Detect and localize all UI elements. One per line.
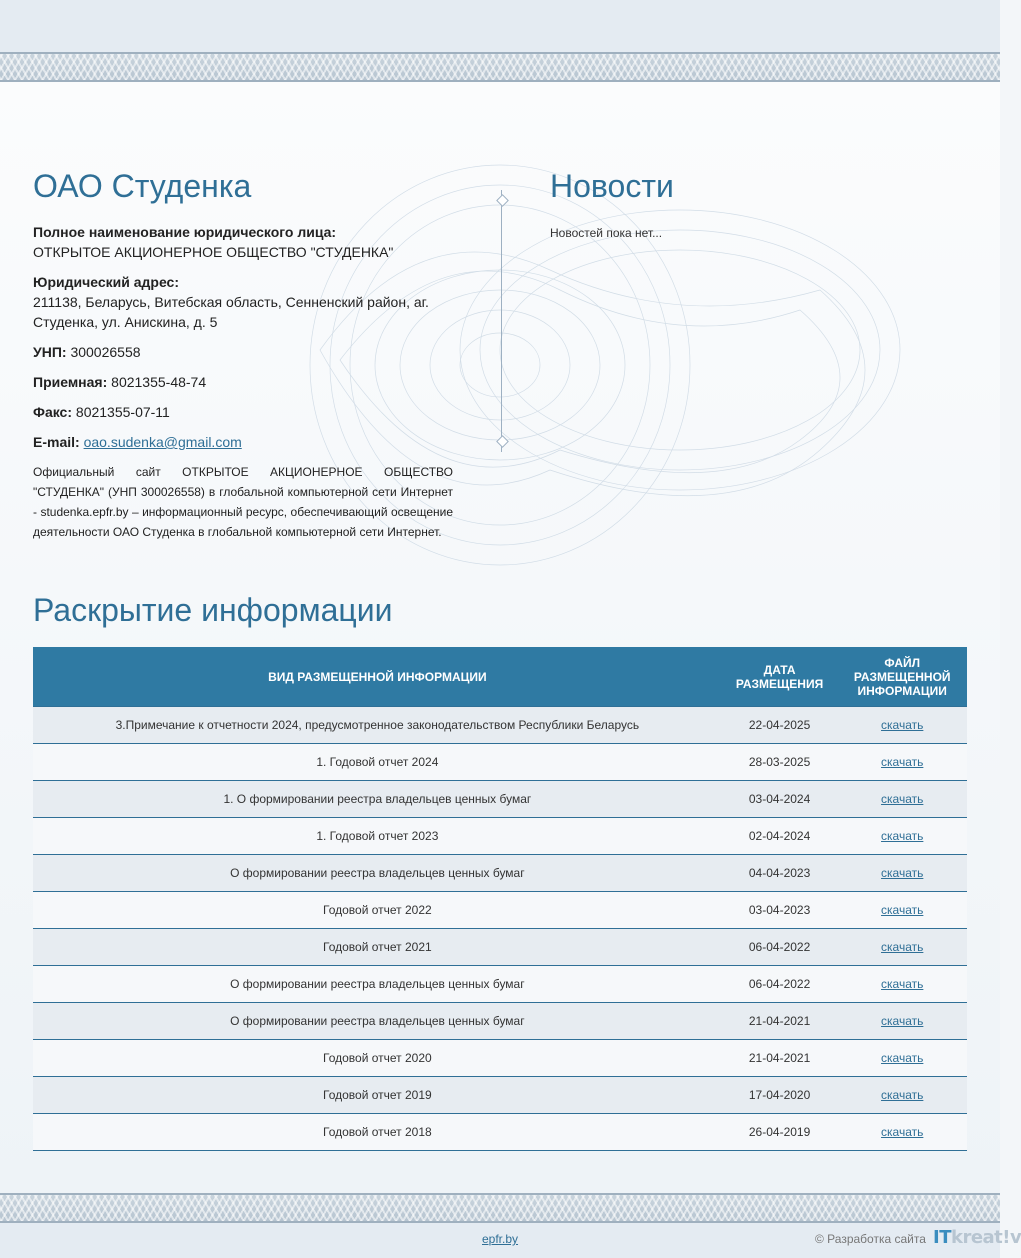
row-type: Годовой отчет 2019	[33, 1077, 722, 1114]
row-type: Годовой отчет 2020	[33, 1040, 722, 1077]
reception-value: 8021355-48-74	[111, 374, 207, 390]
download-link[interactable]: скачать	[881, 1014, 924, 1028]
unp-value: 300026558	[70, 344, 141, 360]
table-row	[33, 707, 967, 744]
row-file	[837, 892, 967, 929]
table-row	[33, 1077, 967, 1114]
footer-epfr-link[interactable]: epfr.by	[482, 1232, 519, 1246]
column-divider	[501, 190, 502, 452]
row-file	[837, 707, 967, 744]
row-type: 1. Годовой отчет 2023	[33, 818, 722, 855]
download-link[interactable]: скачать	[881, 718, 924, 732]
row-type: О формировании реестра владельцев ценных бумаг	[33, 1003, 722, 1040]
row-file	[837, 1114, 967, 1151]
download-link[interactable]: скачать	[881, 940, 924, 954]
row-type: Годовой отчет 2022	[33, 892, 722, 929]
full-name-block	[33, 222, 453, 262]
row-date: 22-04-2025	[722, 707, 838, 744]
download-link[interactable]: скачать	[881, 977, 924, 991]
download-link[interactable]: скачать	[881, 1125, 924, 1139]
company-title: ОАО Студенка	[33, 168, 252, 204]
top-ornament-border	[0, 52, 1000, 82]
company-info	[33, 222, 453, 552]
download-link[interactable]: скачать	[881, 792, 924, 806]
download-link[interactable]: скачать	[881, 755, 924, 769]
row-date: 21-04-2021	[722, 1003, 838, 1040]
header-file: ФАЙЛ РАЗМЕЩЕННОЙ ИНФОРМАЦИИ	[837, 647, 967, 707]
row-type: Годовой отчет 2021	[33, 929, 722, 966]
fax-label: Факс:	[33, 404, 73, 420]
row-type: Годовой отчет 2018	[33, 1114, 722, 1151]
unp-block	[33, 342, 453, 362]
row-type: 1. О формировании реестра владельцев ценных бумаг	[33, 781, 722, 818]
row-date: 17-04-2020	[722, 1077, 838, 1114]
row-date: 06-04-2022	[722, 966, 838, 1003]
developer-logo[interactable]	[933, 1227, 1021, 1248]
fax-block	[33, 402, 453, 422]
disclosure-table	[33, 647, 967, 1151]
table-row	[33, 818, 967, 855]
row-file	[837, 1040, 967, 1077]
full-name-label: Полное наименование юридического лица:	[33, 224, 337, 240]
table-row	[33, 855, 967, 892]
row-file	[837, 781, 967, 818]
row-file	[837, 966, 967, 1003]
full-name-value: ОТКРЫТОЕ АКЦИОНЕРНОЕ ОБЩЕСТВО "СТУДЕНКА"	[33, 244, 394, 260]
row-date: 02-04-2024	[722, 818, 838, 855]
email-label: E-mail:	[33, 434, 80, 450]
table-header-row	[33, 647, 967, 707]
news-title: Новости	[550, 168, 674, 204]
address-label: Юридический адрес:	[33, 274, 179, 290]
row-date: 03-04-2023	[722, 892, 838, 929]
row-file	[837, 1003, 967, 1040]
download-link[interactable]: скачать	[881, 829, 924, 843]
fax-value: 8021355-07-11	[75, 404, 170, 420]
reception-label: Приемная:	[33, 374, 108, 390]
download-link[interactable]: скачать	[881, 903, 924, 917]
unp-label: УНП:	[33, 344, 67, 360]
address-value: 211138, Беларусь, Витебская область, Сенненский район, аг. Студенка, ул. Анискина, д. 5	[33, 294, 429, 330]
header-type: ВИД РАЗМЕЩЕННОЙ ИНФОРМАЦИИ	[33, 647, 722, 707]
table-row	[33, 781, 967, 818]
bottom-ornament-border	[0, 1193, 1000, 1223]
row-file	[837, 855, 967, 892]
row-type: О формировании реестра владельцев ценных бумаг	[33, 855, 722, 892]
address-block	[33, 272, 453, 332]
official-site-text: Официальный сайт ОТКРЫТОЕ АКЦИОНЕРНОЕ ОБЩЕСТВО "СТУДЕНКА" (УНП 300026558) в глобальной компьютерной сети Интернет - studenka.epfr.by – информационный ресурс, обеспечивающий освещение деятельности ОАО Студенка в глобальной компьютерной сети Интернет.	[33, 465, 453, 539]
top-bar	[0, 0, 1000, 52]
row-date: 28-03-2025	[722, 744, 838, 781]
email-link[interactable]: oao.sudenka@gmail.com	[83, 434, 242, 450]
logo-rest: kreat!v	[950, 1227, 1021, 1248]
row-type: 1. Годовой отчет 2024	[33, 744, 722, 781]
row-date: 21-04-2021	[722, 1040, 838, 1077]
row-type: О формировании реестра владельцев ценных бумаг	[33, 966, 722, 1003]
logo-it: IT	[933, 1227, 951, 1248]
table-row	[33, 744, 967, 781]
table-row	[33, 1003, 967, 1040]
download-link[interactable]: скачать	[881, 1088, 924, 1102]
row-date: 06-04-2022	[722, 929, 838, 966]
disclosure-title: Раскрытие информации	[33, 592, 393, 628]
table-row	[33, 929, 967, 966]
table-row	[33, 1114, 967, 1151]
table-row	[33, 966, 967, 1003]
row-type: 3.Примечание к отчетности 2024, предусмотренное законодательством Республики Беларусь	[33, 707, 722, 744]
header-date: ДАТА РАЗМЕЩЕНИЯ	[722, 647, 838, 707]
row-file	[837, 744, 967, 781]
reception-block	[33, 372, 453, 392]
email-block	[33, 432, 453, 452]
download-link[interactable]: скачать	[881, 866, 924, 880]
table-row	[33, 1040, 967, 1077]
row-file	[837, 1077, 967, 1114]
developer-credit: © Разработка сайта	[815, 1232, 926, 1246]
table-row	[33, 892, 967, 929]
row-file	[837, 929, 967, 966]
row-date: 03-04-2024	[722, 781, 838, 818]
row-date: 04-04-2023	[722, 855, 838, 892]
row-date: 26-04-2019	[722, 1114, 838, 1151]
row-file	[837, 818, 967, 855]
download-link[interactable]: скачать	[881, 1051, 924, 1065]
news-empty-text: Новостей пока нет...	[550, 226, 663, 240]
